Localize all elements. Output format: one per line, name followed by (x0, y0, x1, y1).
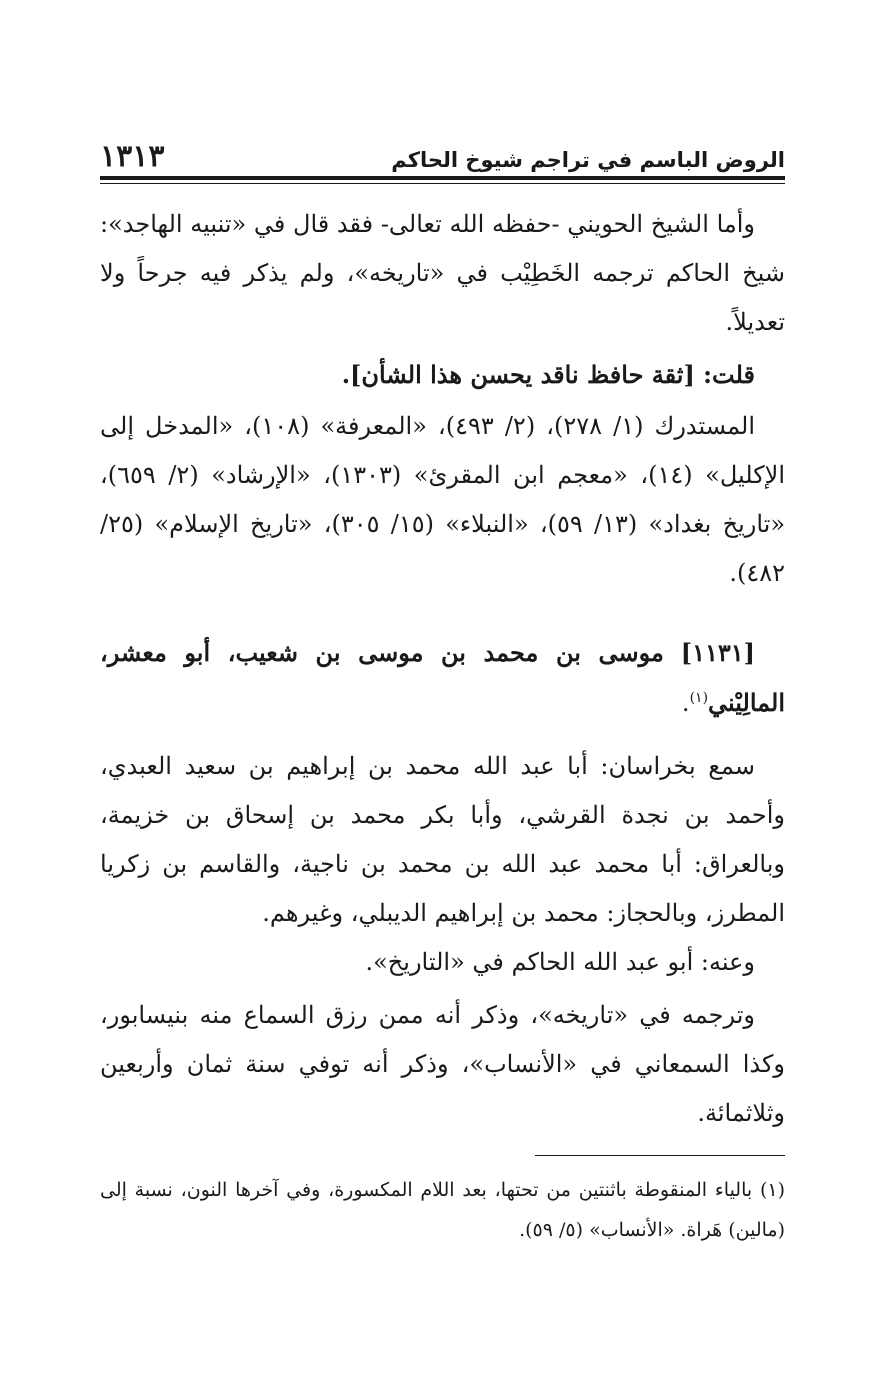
text-line: سمع بخراسان: أبا عبد الله محمد بن إبراهيم بن سعيد العبدي، (100, 752, 755, 780)
header-rule-thin (100, 183, 785, 184)
paragraph-students: وعنه: أبو عبد الله الحاكم في «التاريخ». (365, 948, 755, 976)
running-header (100, 132, 785, 172)
footnote-separator (535, 1155, 785, 1156)
page-number: ١٣١٣ (100, 139, 165, 174)
footnote-text (100, 1170, 785, 1250)
text-line: وبالعراق: أبا محمد عبد الله بن محمد بن ناجية، والقاسم بن زكريا (100, 850, 785, 878)
footnote-reference[interactable]: (١) (689, 690, 709, 706)
footnote-line: (مالين) هَراة. «الأنساب» (٥/ ٥٩). (519, 1219, 785, 1241)
text-line: (٢٥/ ٤٨٢). (100, 510, 785, 587)
text-line: الإكليل» (١٤)، «معجم ابن المقرئ» (١٣٠٣)، «الإرشاد» (٢/ ٦٥٩)، (100, 461, 785, 489)
paragraph-teachers (100, 742, 785, 938)
text-line: وكذا السمعاني في «الأنساب»، وذكر أنه توفي سنة ثمان وأربعين (100, 1050, 785, 1078)
main-text (100, 200, 785, 1138)
text-line: شيخ الحاكم ترجمه الخَطِيْب في «تاريخه»، ولم يذكر فيه جرحاً ولا (100, 259, 785, 287)
header-title: الروض الباسم في تراجم شيوخ الحاكم (391, 148, 785, 172)
text-line: المستدرك (١/ ٢٧٨)، (٢/ ٤٩٣)، «المعرفة» (١٠٨)، «المدخل إلى (100, 412, 756, 440)
paragraph-verdict: قلت: [ثقة حافظ ناقد يحسن هذا الشأن]. (341, 360, 755, 389)
footnote-line: (١) بالياء المنقوطة باثنتين من تحتها، بعد اللام المكسورة، وفي آخرها النون، نسبة إلى (100, 1179, 785, 1201)
entry-name: موسى بن محمد بن موسى بن شعيب، أبو معشر، المالِيْني (100, 638, 785, 717)
paragraph-biography (100, 991, 785, 1138)
text-line: وأحمد بن نجدة القرشي، وأبا بكر محمد بن إسحاق بن خزيمة، (100, 801, 785, 829)
paragraph-huwaini-quote (100, 200, 785, 347)
header-rule-thick (100, 176, 785, 180)
text-line: وترجمه في «تاريخه»، وذكر أنه ممن رزق السماع منه بنيسابور، (100, 1001, 755, 1029)
text-line: وأما الشيخ الحويني -حفظه الله تعالى- فقد قال في «تنبيه الهاجد»: (100, 210, 755, 238)
footnote (100, 1170, 785, 1250)
entry-heading: [١١٣١] موسى بن محمد بن موسى بن شعيب، أبو معشر، المالِيْني$^{(١)}$. (100, 638, 785, 717)
text-line: المطرز، وبالحجاز: محمد بن إبراهيم الديبلي، وغيرهم. (262, 899, 785, 927)
paragraph-sources (100, 402, 785, 598)
text-line: وثلاثمائة. (697, 1099, 785, 1127)
text-line: تعديلاً. (725, 308, 785, 336)
entry-number: [١١٣١] (680, 638, 755, 667)
text-line: «تاريخ بغداد» (١٣/ ٥٩)، «النبلاء» (١٥/ ٣٠٥)، «تاريخ الإسلام» (154, 510, 786, 538)
